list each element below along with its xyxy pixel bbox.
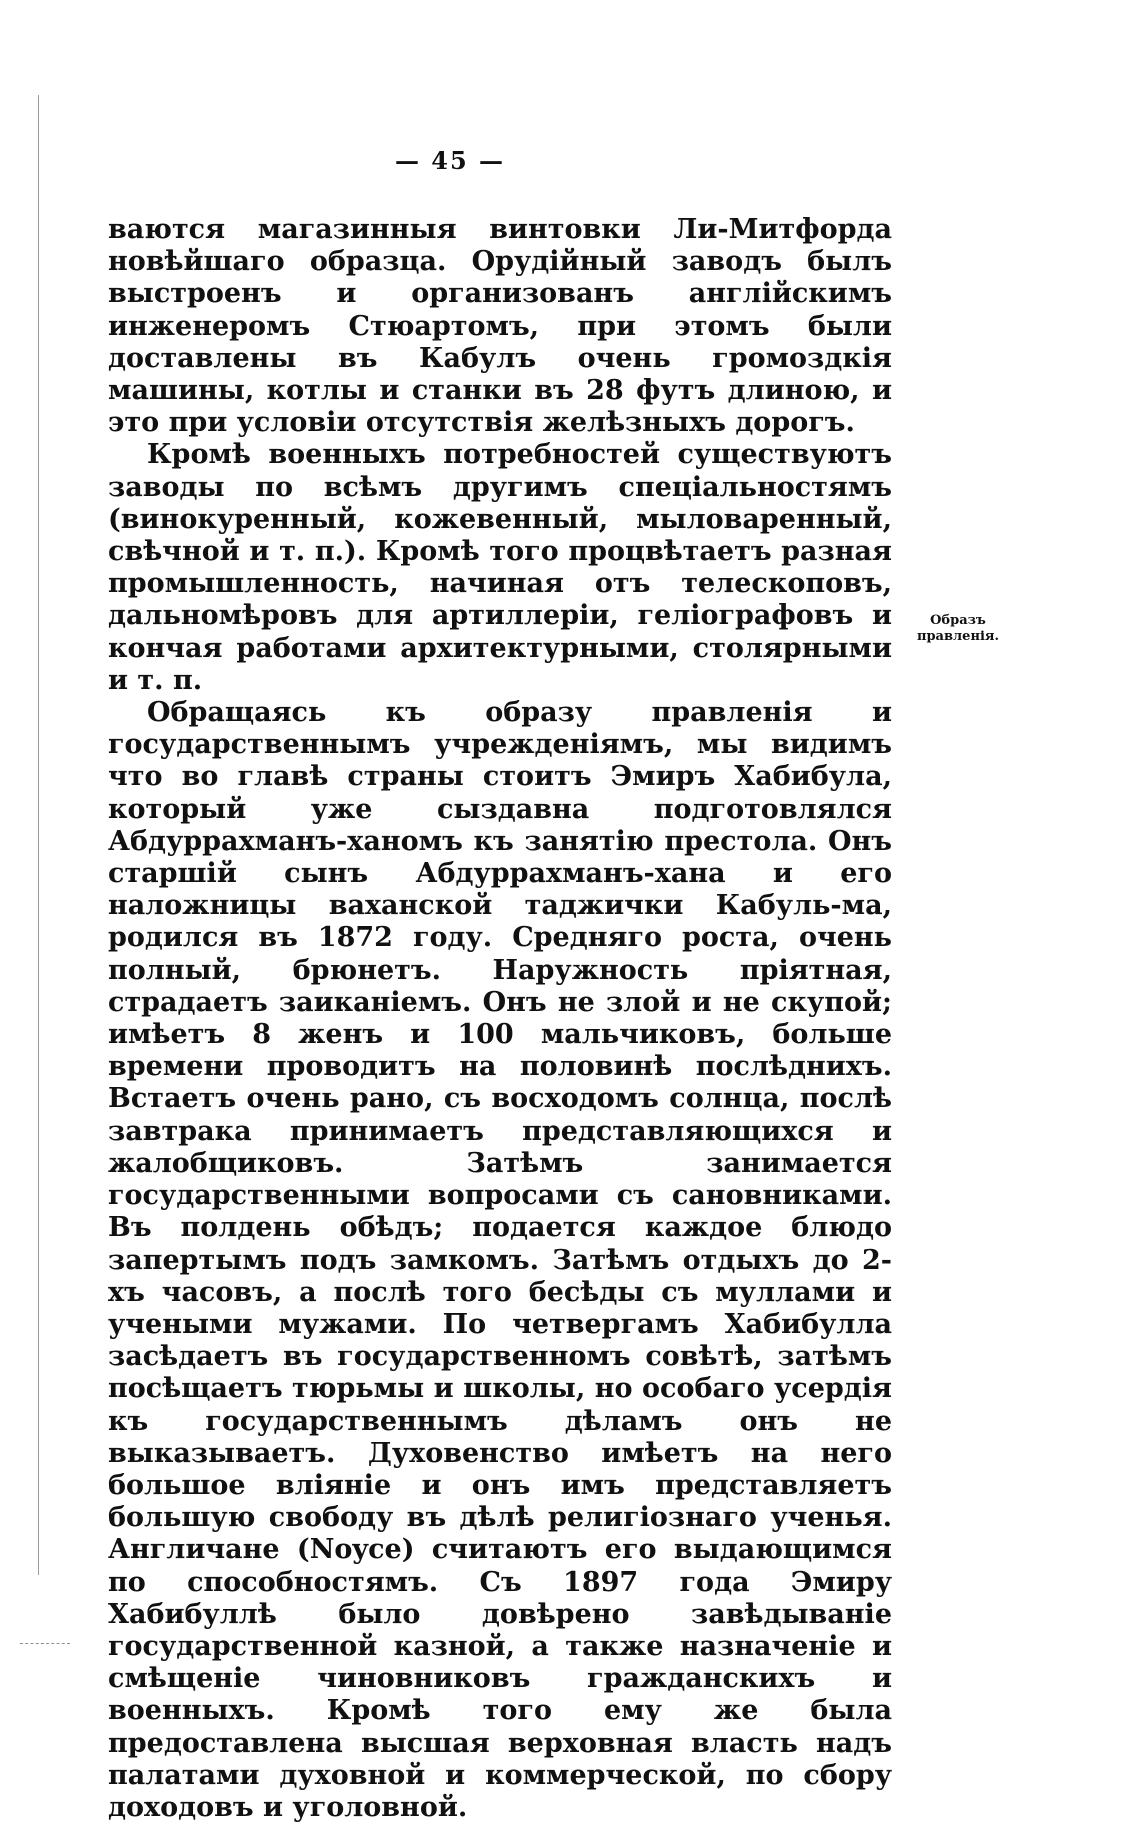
page-number: — 45 —	[394, 146, 506, 175]
paragraph-2: Кромѣ военныхъ потребностей существуютъ заводы по всѣмъ другимъ спеціальностямъ (винокуренный, кожевенный, мыловаренный, свѣчной и т. п.). Кромѣ того процвѣтаетъ разная промышленность, начиная отъ телескоповъ, дальномѣровъ для артиллеріи, геліографовъ и кончая работами архитектурными, столярными и т. п.	[108, 439, 892, 696]
margin-note: Образъ правленія.	[916, 613, 1000, 644]
paragraph-1: ваются магазинныя винтовки Ли-Митфорда новѣйшаго образца. Орудійный заводъ былъ выстроенъ и организованъ англійскимъ инженеромъ Стюартомъ, при этомъ были доставлены въ Кабулъ очень громоздкія машины, котлы и станки въ 28 футъ длиною, и это при условіи отсутствія желѣзныхъ дорогъ.	[108, 214, 892, 439]
paragraph-3: Обращаясь къ образу правленія и государственнымъ учрежденіямъ, мы видимъ что во главѣ страны стоитъ Эмиръ Хабибула, который уже сыздавна подготовлялся Абдуррахманъ-ханомъ къ занятію престола. Онъ старшій сынъ Абдуррахманъ-хана и его наложницы ваханской таджички Кабуль-ма, родился въ 1872 году. Средняго роста, очень полный, брюнетъ. Наружность пріятная, страдаетъ заиканіемъ. Онъ не злой и не скупой; имѣетъ 8 женъ и 100 мальчиковъ, больше времени проводитъ на половинѣ послѣднихъ. Встаетъ очень рано, съ восходомъ солнца, послѣ завтрака принимаетъ представляющихся и жалобщиковъ. Затѣмъ занимается государственными вопросами съ сановниками. Въ полдень обѣдъ; подается каждое блюдо запертымъ подъ замкомъ. Затѣмъ отдыхъ до 2-хъ часовъ, а послѣ того бесѣды съ муллами и учеными мужами. По четвергамъ Хабибулла засѣдаетъ въ государственномъ совѣтѣ, затѣмъ посѣщаетъ тюрьмы и школы, но особаго усердія къ государственнымъ дѣламъ онъ не выказываетъ. Духовенство имѣетъ на него большое вліяніе и онъ имъ представляетъ большую свободу въ дѣлѣ религіознаго ученья. Англичане (Noyce) считаютъ его выдающимся по способностямъ. Съ 1897 года Эмиру Хабибуллѣ было довѣрено завѣдываніе государственной казной, а также назначеніе и смѣщеніе чиновниковъ гражданскихъ и военныхъ. Кромѣ того ему же была предоставлена высшая верховная власть надъ палатами духовной и коммерческой, по сбору доходовъ и уголовной.	[108, 697, 892, 1823]
scan-bottom-mark	[20, 1643, 70, 1645]
main-text	[108, 214, 892, 1824]
scan-edge-line	[38, 95, 39, 1575]
